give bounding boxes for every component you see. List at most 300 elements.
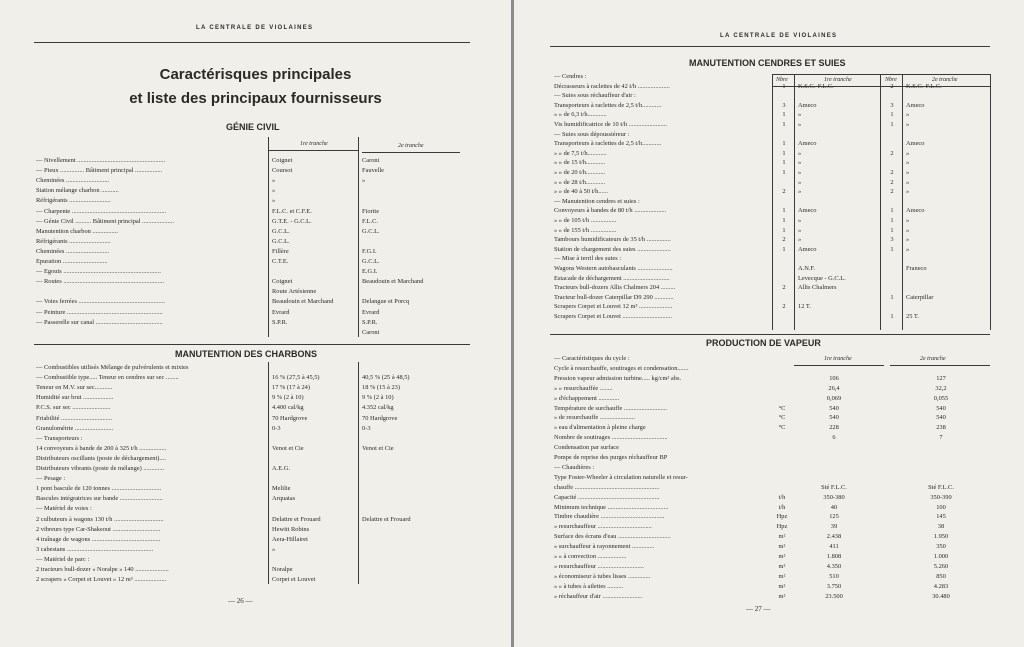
- supplier-tranche-2: »: [906, 111, 910, 119]
- section-heading-manutention-charbons: MANUTENTION DES CHARBONS: [175, 349, 318, 359]
- supplier-tranche-1: »: [798, 111, 802, 119]
- row-label: » économiseur à tubes lisses ..............: [554, 572, 651, 580]
- row-label: Tracteur bull-dozer Caterpillar D9 290 ............: [554, 293, 674, 301]
- quantity-tranche-1: 1: [782, 159, 786, 167]
- row-label: 2 tracteurs bull-dozer « Noralpe » 140 .....................: [36, 566, 169, 573]
- supplier-tranche-1: 4.400 cal/kg: [272, 404, 304, 412]
- column-header-tranche-2: 2e tranche: [932, 77, 958, 83]
- supplier-tranche-1: Allis Chalmers: [798, 284, 837, 292]
- row-label: — Charpente ...........................................................: [36, 207, 167, 215]
- supplier-tranche-1: S.P.R.: [272, 318, 288, 326]
- supplier-tranche-2: »: [906, 169, 910, 176]
- quantity-tranche-2: 2: [890, 188, 894, 196]
- value-tranche-1: 40: [830, 503, 838, 511]
- value-tranche-2: 5.260: [933, 562, 949, 570]
- row-label: » » de 7,5 t/h............: [554, 149, 607, 157]
- supplier-tranche-1: A.N.F.: [798, 265, 816, 272]
- row-label: Epuration ............................: [36, 258, 108, 265]
- column-rule: [268, 150, 358, 151]
- value-tranche-1: 106: [829, 374, 839, 382]
- quantity-tranche-2: 2: [890, 82, 894, 90]
- supplier-tranche-1: »: [798, 159, 802, 167]
- supplier-tranche-2: Evrard: [362, 308, 380, 316]
- supplier-tranche-2: Beaudouin et Marchand: [362, 278, 424, 286]
- row-label: — Pieux ............... Bâtiment principal .................: [36, 167, 163, 175]
- supplier-tranche-1: 16 % (27,5 à 45,5): [272, 374, 320, 382]
- supplier-tranche-2: Ameco: [906, 101, 925, 109]
- value-tranche-2: 1.000: [933, 553, 949, 560]
- row-label: 2 vibreurs type Car-Shakeout ..............................: [36, 525, 161, 533]
- quantity-tranche-1: 1: [782, 207, 786, 215]
- row-label: Température de surchauffe ...........................: [554, 404, 668, 412]
- unit: m²: [778, 572, 786, 580]
- supplier-tranche-2: Ameco: [906, 140, 925, 148]
- row-label: — Génie Civil .......... Bâtiment principal ....................: [36, 217, 175, 225]
- quantity-tranche-2: 2: [890, 149, 894, 157]
- supplier-tranche-2: »: [906, 188, 910, 196]
- row-label: Tambours humidificateurs de 35 t/h ...............: [554, 236, 671, 244]
- row-label: Wagons Western autobasculants ......................: [554, 265, 673, 272]
- supplier-tranche-2: F.L.C.: [362, 217, 379, 225]
- supplier-tranche-1: Corpet et Louvet: [272, 576, 316, 584]
- row-label: — Transporteurs :: [36, 434, 83, 442]
- supplier-tranche-1: G.C.L.: [272, 227, 290, 235]
- page-title: Caractérisques principales: [159, 66, 352, 83]
- supplier-tranche-1: »: [798, 149, 802, 157]
- header-rule: [34, 42, 470, 43]
- row-label: Cycle à resurchauffe, soutirages et condensation.......: [554, 364, 689, 372]
- quantity-tranche-2: 1: [890, 313, 894, 320]
- row-label: — Passerelle sur canal ..........................................: [36, 318, 163, 326]
- quantity-tranche-1: 3: [782, 101, 786, 109]
- row-label: 1 pont bascule de 120 tonnes ...............................: [36, 485, 162, 493]
- supplier-tranche-2: 0-3: [362, 424, 371, 432]
- column-rule: [362, 152, 460, 153]
- row-label: 3 cabestans ......................................................: [36, 545, 154, 553]
- column-divider: [880, 74, 881, 330]
- column-header-tranche-1: 1re tranche: [824, 77, 852, 83]
- row-label: Station mélange charbon ...........: [36, 187, 119, 195]
- supplier-tranche-1: G.C.L.: [272, 237, 290, 245]
- unit: m²: [778, 533, 786, 541]
- supplier-tranche-1: 12 T.: [798, 303, 811, 311]
- value-tranche-1: 4.350: [826, 562, 842, 570]
- quantity-tranche-2: 3: [890, 101, 894, 109]
- supplier-tranche-1: Hewitt Robins: [272, 525, 310, 533]
- supplier-tranche-1: Coursot: [272, 167, 293, 175]
- supplier-tranche-1: C.T.E.: [272, 258, 289, 265]
- value-tranche-2: 127: [936, 374, 946, 382]
- supplier-tranche-2: Caterpillar: [906, 293, 934, 301]
- column-rule: [794, 365, 884, 366]
- row-label: » » de 15 t/h............: [554, 159, 606, 167]
- quantity-tranche-2: 2: [890, 169, 894, 176]
- value-tranche-1: 350-380: [823, 493, 845, 501]
- row-label: » » de 155 t/h ................: [554, 226, 617, 234]
- supplier-tranche-2: Fauvelle: [362, 167, 385, 175]
- supplier-tranche-1: Fillère: [272, 247, 289, 255]
- unit: m²: [778, 582, 786, 590]
- value-tranche-1: 39: [830, 523, 838, 531]
- row-label: — Egouts .............................................................: [36, 268, 161, 276]
- row-label: Scrapers Corpet et Louvet 12 m³ .....................: [554, 303, 673, 311]
- value-tranche-1: 3.750: [826, 582, 842, 590]
- value-tranche-2: 7: [939, 434, 943, 442]
- supplier-tranche-2: »: [906, 245, 910, 253]
- row-label: » » de 105 t/h ................: [554, 217, 617, 224]
- quantity-tranche-1: 2: [782, 303, 786, 311]
- supplier-tranche-1: G.T.E. - G.C.L.: [272, 217, 312, 225]
- row-label: Distributeurs vibrants (poste de mélange) .............: [36, 465, 165, 472]
- supplier-tranche-2: Delattre et Frouard: [362, 515, 411, 523]
- row-label: — Nivellement .......................................................: [36, 157, 166, 164]
- row-label: — Manutention cendres et suies :: [554, 197, 640, 205]
- row-label: — Suies sous dépoussiéreur :: [554, 130, 630, 138]
- row-label: — Suies sous réchauffeur d'air :: [554, 92, 636, 100]
- row-label: — Voies ferrées ......................................................: [36, 298, 165, 306]
- supplier-tranche-2: »: [906, 236, 910, 244]
- unit: t/h: [778, 503, 786, 511]
- row-label: Cheminées ...........................: [36, 177, 110, 185]
- value-tranche-2: 32,2: [935, 384, 947, 392]
- column-divider: [902, 74, 903, 330]
- supplier-tranche-2: S.P.R.: [362, 318, 378, 326]
- supplier-tranche-2: Ameco: [906, 207, 925, 215]
- supplier-tranche-1: F.L.C. et C.F.E.: [272, 207, 312, 215]
- right-page: [514, 0, 1024, 647]
- supplier-tranche-2: E.G.I.: [362, 268, 378, 276]
- quantity-tranche-2: 2: [890, 178, 894, 186]
- row-label: P.C.S. sur sec ........................: [36, 404, 111, 412]
- row-label: 14 convoyeurs à bande de 200 à 325 t/h .................: [36, 444, 167, 452]
- row-label: — Matériel de voies :: [36, 505, 92, 513]
- column-divider: [358, 137, 359, 337]
- supplier-tranche-1: »: [272, 197, 276, 205]
- row-label: Manutention charbon ................: [36, 227, 118, 235]
- supplier-tranche-1: 9 % (2 à 10): [272, 394, 304, 402]
- row-label: » » resurchauffée ........: [554, 384, 613, 392]
- row-label: 4 traînage de wagons ...........................................: [36, 535, 161, 543]
- supplier-tranche-1: »: [272, 187, 276, 195]
- supplier-tranche-2: K.S.G.-F.L.C.: [906, 82, 942, 90]
- value-tranche-2: 350-390: [930, 493, 952, 501]
- supplier-tranche-2: Caroni: [362, 328, 380, 336]
- row-label: Tracteurs bull-dozers Allis Chalmers 204 .........: [554, 284, 676, 292]
- supplier-tranche-1: »: [272, 177, 276, 185]
- column-rule: [890, 365, 990, 366]
- supplier-tranche-1: »: [798, 236, 802, 244]
- supplier-tranche-1: »: [272, 545, 276, 553]
- column-divider: [358, 362, 359, 584]
- supplier-tranche-1: A.E.G.: [272, 465, 290, 472]
- supplier-tranche-2: G.C.L.: [362, 258, 380, 265]
- row-label: Pompe de reprise des purges réchauffeur BP: [554, 454, 668, 461]
- supplier-tranche-1: »: [798, 178, 802, 186]
- section-rule: [34, 344, 470, 345]
- column-header-nbre-2: Nbre: [885, 77, 897, 83]
- value-tranche-2: 850: [936, 572, 946, 580]
- row-label: Réfrigérants ..........................: [36, 197, 111, 205]
- page-subtitle: et liste des principaux fournisseurs: [129, 90, 382, 107]
- quantity-tranche-1: 1: [782, 149, 786, 157]
- value-tranche-1: 540: [829, 414, 839, 422]
- column-header-tranche-2: 2e tranche: [398, 143, 424, 149]
- value-tranche-1: 228: [829, 424, 839, 432]
- row-label: Friabilité ................................: [36, 414, 113, 422]
- row-label: » de resurchauffe ......................: [554, 414, 635, 422]
- supplier-tranche-1: Coignet: [272, 157, 293, 164]
- quantity-tranche-1: 1: [782, 82, 786, 90]
- unit: m²: [778, 553, 786, 560]
- row-label: Station de chargement des suies .....................: [554, 245, 671, 253]
- row-label: » » de 28 t/h............: [554, 178, 606, 186]
- value-tranche-2: 1.950: [933, 533, 949, 541]
- row-label: Capacité ...................................................: [554, 493, 660, 501]
- supplier-tranche-2: Delangue et Porcq: [362, 298, 410, 306]
- value-tranche-1: 23.500: [825, 592, 843, 600]
- running-header: LA CENTRALE DE VIOLAINES: [720, 33, 838, 39]
- column-divider: [268, 137, 269, 337]
- row-label: Cheminées ...........................: [36, 247, 110, 255]
- supplier-tranche-2: »: [362, 177, 366, 185]
- quantity-tranche-2: 1: [890, 245, 894, 253]
- value-tranche-2: 100: [936, 503, 946, 511]
- quantity-tranche-1: 2: [782, 284, 786, 292]
- row-label: — Routes ...............................................................: [36, 278, 164, 286]
- quantity-tranche-1: 2: [782, 188, 786, 196]
- supplier-tranche-2: G.C.L.: [362, 227, 380, 235]
- supplier-tranche-1: Route Artésienne: [272, 288, 317, 296]
- supplier-tranche-1: Ameco: [798, 245, 817, 253]
- quantity-tranche-1: 1: [782, 121, 786, 128]
- section-heading-cendres-suies: MANUTENTION CENDRES ET SUIES: [689, 58, 846, 68]
- column-header-tranche-2: 2e tranche: [920, 356, 946, 362]
- supplier-tranche-2: »: [906, 226, 910, 234]
- row-label: Estacade de déchargement .............................: [554, 274, 670, 282]
- value-tranche-2: 145: [936, 513, 946, 521]
- quantity-tranche-2: 1: [890, 293, 894, 301]
- supplier-tranche-1: Ameco: [798, 101, 817, 109]
- quantity-tranche-2: 1: [890, 121, 894, 128]
- row-label: » » à convection ..................: [554, 553, 627, 560]
- supplier-tranche-2: 70 Hardgrove: [362, 414, 398, 422]
- row-label: Vis humidificatrice de 10 t/h ........................: [554, 121, 668, 128]
- value-tranche-2: 350: [936, 543, 946, 551]
- supplier-tranche-2: »: [906, 149, 910, 157]
- row-label: Condensation par surface: [554, 444, 619, 452]
- value-tranche-1: 510: [829, 572, 839, 580]
- row-label: Bascules intégratrices sur bande ...........................: [36, 495, 163, 503]
- page-number: — 26 —: [228, 597, 253, 605]
- section-heading-production-vapeur: PRODUCTION DE VAPEUR: [706, 338, 821, 348]
- value-tranche-1: 26,4: [828, 384, 840, 392]
- supplier-tranche-2: 9 % (2 à 10): [362, 394, 394, 402]
- unit: Hpz: [776, 523, 788, 531]
- row-label: » » de 40 à 50 t/h......: [554, 188, 608, 196]
- quantity-tranche-1: 1: [782, 111, 786, 119]
- value-tranche-1: 540: [829, 404, 839, 412]
- value-tranche-1: 411: [829, 543, 839, 551]
- quantity-tranche-1: 1: [782, 245, 786, 253]
- quantity-tranche-2: 1: [890, 111, 894, 119]
- value-tranche-2: 38: [937, 523, 945, 531]
- supplier-tranche-1: »: [798, 188, 802, 196]
- row-label: — Matériel de parc :: [36, 555, 90, 563]
- row-label: Humidité sur brut ...................: [36, 394, 114, 402]
- row-label: Timbre chaudière ........................................: [554, 513, 665, 521]
- row-label: » » de 6,3 t/h............: [554, 111, 607, 119]
- value-tranche-2: 540: [936, 414, 946, 422]
- table-top-rule: [772, 74, 990, 75]
- supplier-tranche-2: »: [906, 178, 910, 186]
- value-tranche-1: 2.438: [826, 533, 842, 541]
- supplier-tranche-1: Delattre et Frouard: [272, 515, 321, 523]
- supplier-tranche-1: Ameco: [798, 207, 817, 215]
- supplier-tranche-1: Melilie: [272, 485, 291, 493]
- value-tranche-1: Sté F.L.C.: [821, 483, 847, 491]
- supplier-tranche-1: »: [798, 169, 802, 176]
- supplier-tranche-1: 70 Hardgrove: [272, 414, 308, 422]
- supplier-tranche-1: Arquatas: [272, 495, 296, 503]
- supplier-tranche-1: 0-3: [272, 424, 281, 432]
- supplier-tranche-2: »: [906, 159, 910, 167]
- column-header-tranche-1: 1re tranche: [300, 141, 328, 147]
- unit: °C: [778, 424, 786, 432]
- quantity-tranche-1: 2: [782, 236, 786, 244]
- row-label: — Pesage :: [36, 475, 66, 483]
- row-label: » resurchauffeur .............................: [554, 562, 644, 570]
- value-tranche-2: Sté F.L.C.: [928, 483, 954, 491]
- value-tranche-2: 4.283: [933, 582, 949, 590]
- quantity-tranche-1: 1: [782, 140, 786, 148]
- supplier-tranche-2: 40,5 % (25 à 48,5): [362, 374, 410, 382]
- supplier-tranche-1: Ameco: [798, 140, 817, 148]
- page-number: — 27 —: [746, 605, 771, 613]
- section-heading-genie-civil: GÉNIE CIVIL: [226, 122, 280, 132]
- column-header-nbre-1: Nbre: [776, 77, 788, 83]
- quantity-tranche-2: 1: [890, 217, 894, 224]
- row-label: Transporteurs à raclettes de 2,5 t/h............: [554, 101, 662, 109]
- row-label: Transporteurs à raclettes de 2,5 t/h............: [554, 140, 662, 148]
- value-tranche-2: 540: [936, 404, 946, 412]
- row-label: Minimum technique ......................................: [554, 503, 669, 511]
- supplier-tranche-1: Evrard: [272, 308, 290, 316]
- supplier-tranche-2: Caroni: [362, 157, 380, 164]
- row-label: 2 scrapers « Corpet et Louvet » 12 m³ ....................: [36, 576, 167, 584]
- column-header-tranche-1: 1re tranche: [824, 356, 852, 362]
- supplier-tranche-2: 25 T.: [906, 313, 919, 320]
- row-label: — Combustible type..... Teneur en cendres sur sec ........: [36, 374, 179, 382]
- supplier-tranche-2: 18 % (15 à 23): [362, 384, 400, 392]
- row-label: 2 culbuteurs à wagons 130 t/h ...............................: [36, 515, 164, 523]
- row-label: Réfrigérants ..........................: [36, 237, 111, 245]
- supplier-tranche-1: Noralpe: [272, 566, 293, 573]
- unit: m²: [778, 562, 786, 570]
- row-label: — Caractéristiques du cycle :: [554, 355, 630, 362]
- supplier-tranche-2: Fiorite: [362, 207, 380, 215]
- row-label: Granulométrie ........................: [36, 424, 114, 432]
- section-rule: [550, 334, 990, 335]
- quantity-tranche-2: 1: [890, 226, 894, 234]
- value-tranche-2: 238: [936, 424, 946, 432]
- row-label: — Peinture ............................................................: [36, 308, 163, 316]
- supplier-tranche-1: 17 % (17 à 24): [272, 384, 310, 392]
- column-divider: [990, 74, 991, 330]
- unit: °C: [778, 414, 786, 422]
- row-label: Décrasseurs à raclettes de 42 t/h ....................: [554, 82, 670, 90]
- unit: Hpz: [776, 513, 788, 521]
- column-divider: [772, 74, 773, 330]
- unit: °C: [778, 404, 786, 412]
- unit: m²: [778, 592, 786, 600]
- left-page: [0, 0, 511, 647]
- row-label: » d'échappement .............: [554, 394, 620, 402]
- row-label: Convoyeurs à bandes de 80 t/h ....................: [554, 207, 667, 215]
- row-label: Nombre de soutirages ...................................: [554, 434, 668, 442]
- unit: t/h: [778, 493, 786, 501]
- value-tranche-1: 0,069: [826, 394, 842, 402]
- supplier-tranche-1: K.S.G.-F.L.C.: [798, 82, 834, 90]
- row-label: Teneur en M.V. sur sec...........: [36, 384, 113, 392]
- supplier-tranche-1: Beaudouin et Marchand: [272, 298, 334, 306]
- row-label: Type Foster-Wheeler à circulation naturelle et resur-: [554, 473, 688, 481]
- supplier-tranche-2: F.G.I.: [362, 247, 377, 255]
- row-label: » réchauffeur d'air .........................: [554, 592, 643, 600]
- quantity-tranche-1: 1: [782, 226, 786, 234]
- supplier-tranche-1: Levecque - G.C.L.: [798, 274, 846, 282]
- supplier-tranche-2: Venot et Cie: [362, 444, 394, 452]
- row-label: » » de 20 t/h............: [554, 169, 606, 176]
- row-label: — Combustibles utilisés Mélange de pulvérulents et mixtes: [36, 364, 189, 371]
- column-divider: [268, 362, 269, 584]
- row-label: Distributeurs oscillants (poste de déchargement)....: [36, 454, 166, 462]
- row-label: — Mise à terril des suies :: [554, 255, 622, 263]
- row-label: — Cendres :: [554, 73, 587, 80]
- unit: m²: [778, 543, 786, 551]
- supplier-tranche-2: »: [906, 121, 910, 128]
- row-label: » surchauffeur à rayonnement ..............: [554, 543, 655, 551]
- supplier-tranche-1: »: [798, 121, 802, 128]
- supplier-tranche-1: »: [798, 217, 802, 224]
- supplier-tranche-1: Aera-Hillairet: [272, 535, 308, 543]
- quantity-tranche-1: 1: [782, 217, 786, 224]
- row-label: » » à tubes à ailettes ..........: [554, 582, 624, 590]
- row-label: Pression vapeur admission turbine..... kg/cm² abs.: [554, 374, 682, 382]
- supplier-tranche-1: Venot et Cie: [272, 444, 304, 452]
- quantity-tranche-2: 1: [890, 207, 894, 215]
- value-tranche-2: 30.480: [932, 592, 950, 600]
- value-tranche-2: 0,055: [933, 394, 949, 402]
- value-tranche-1: 6: [832, 434, 836, 442]
- row-label: Scrapers Corpet et Louvet ...............................: [554, 313, 673, 320]
- supplier-tranche-2: »: [906, 217, 910, 224]
- value-tranche-1: 1.808: [826, 553, 842, 560]
- quantity-tranche-2: 3: [890, 236, 894, 244]
- supplier-tranche-2: Franeco: [906, 265, 927, 272]
- row-label: Surface des écrans d'eau .................................: [554, 533, 671, 541]
- supplier-tranche-1: »: [798, 226, 802, 234]
- value-tranche-1: 125: [829, 513, 839, 521]
- row-label: » resurchauffeur ..................................: [554, 523, 652, 531]
- header-rule: [550, 46, 990, 47]
- running-header: LA CENTRALE DE VIOLAINES: [196, 25, 314, 31]
- row-label: chauffe .....................................................: [554, 483, 660, 491]
- column-divider: [794, 74, 795, 330]
- quantity-tranche-1: 1: [782, 169, 786, 176]
- supplier-tranche-1: Coignet: [272, 278, 293, 286]
- row-label: — Chaudières :: [554, 463, 595, 471]
- row-label: » eau d'alimentation à pleine charge: [554, 424, 646, 432]
